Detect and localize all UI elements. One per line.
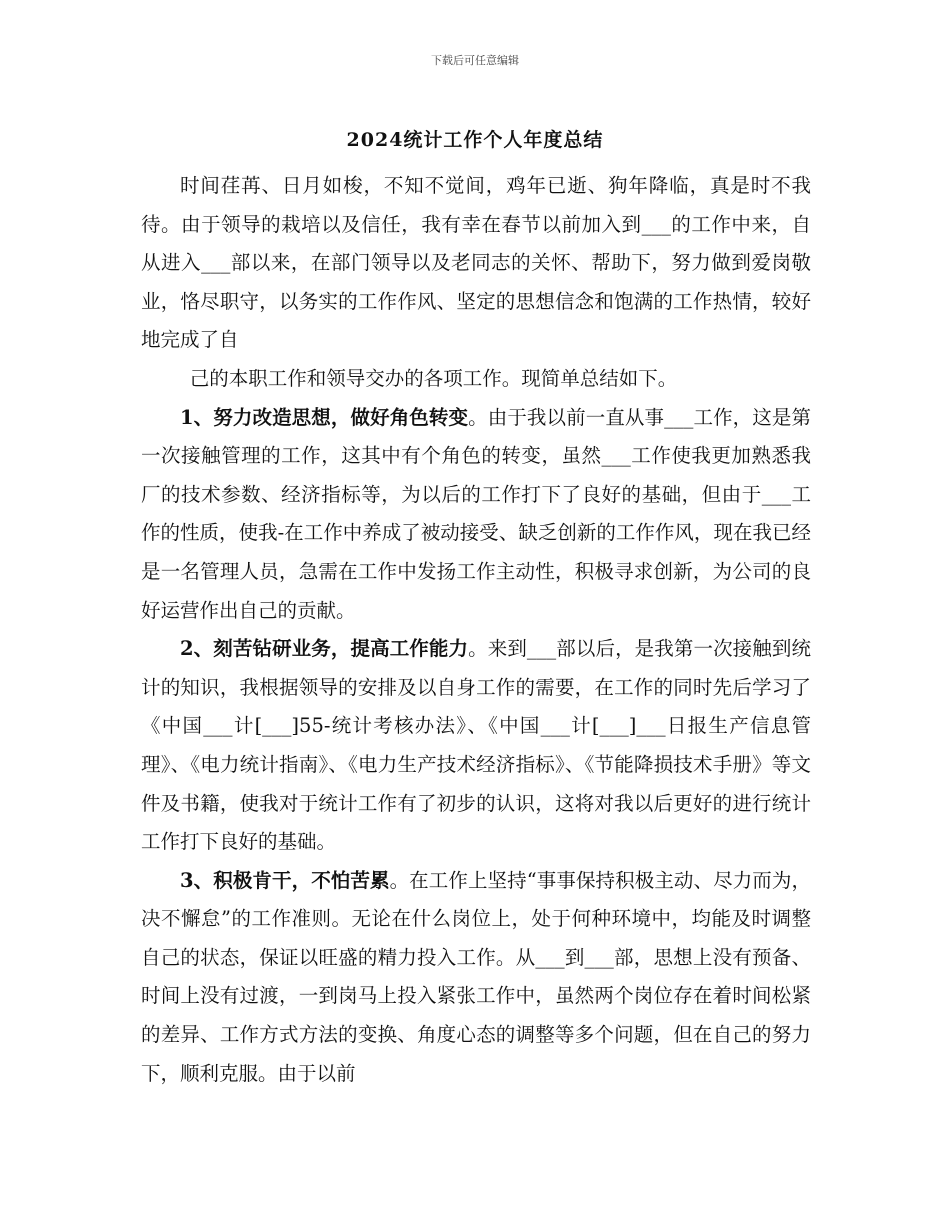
paragraph-section-1 <box>141 399 811 631</box>
paragraph-section-3 <box>141 862 811 1094</box>
document-body <box>141 167 811 1093</box>
paragraph-text: 时间荏苒、日月如梭，不知不觉间，鸡年已逝、狗年降临，真是时不我待。由于领导的栽培以及信任，我有幸在春节以前加入到___的工作中来，自从进入___部以来，在部门领导以及老同志的关怀、帮助下，努力做到爱岗敬业，恪尽职守，以务实的工作作风、坚定的思想信念和饱满的工作热情，较好地完成了自 <box>141 174 811 352</box>
document-title: 2024统计工作个人年度总结 <box>346 129 604 151</box>
paragraph-intro <box>141 167 811 360</box>
section-heading: 1、努力改造思想，做好角色转变 <box>180 405 469 429</box>
paragraph-text: 。来到___部以后，是我第一次接触到统计的知识，我根据领导的安排及以自身工作的需要，在工作的同时先后学习了《中国___计[___]55-统计考核办法》、《中国___计[___]___日报生产信息管理》、《电力统计指南》、《电力生产技术经济指标》、《节能降损技术手册》等文件及书籍，使我对于统计工作有了初步的认识，这将对我以后更好的进行统计工作打下良好的基础。 <box>141 637 811 854</box>
paragraph-section-2 <box>141 630 811 862</box>
section-heading: 2、刻苦钻研业务，提高工作能力 <box>180 637 469 661</box>
paragraph-text: 。在工作上坚持“事事保持积极主动、尽力而为，决不懈怠”的工作准则。无论在什么岗位上，处于何种环境中，均能及时调整自己的状态，保证以旺盛的精力投入工作。从___到___部，思想上没有预备、时间上没有过渡，一到岗马上投入紧张工作中，虽然两个岗位存在着时间松紧的差异、工作方式方法的变换、角度心态的调整等多个问题，但在自己的努力下，顺利克服。由于以前 <box>141 868 811 1085</box>
page-header: 下载后可任意编辑 <box>431 54 519 67</box>
paragraph-text: 。由于我以前一直从事___工作，这是第一次接触管理的工作，这其中有个角色的转变，虽然___工作使我更加熟悉我厂的技术参数、经济指标等，为以后的工作打下了良好的基础，但由于___工作的性质，使我-在工作中养成了被动接受、缺乏创新的工作作风，现在我已经是一名管理人员，急需在工作中发扬工作主动性，积极寻求创新，为公司的良好运营作出自己的贡献。 <box>141 405 811 622</box>
paragraph-intro-continued <box>141 360 811 399</box>
section-heading: 3、积极肯干，不怕苦累 <box>180 868 390 892</box>
paragraph-text: 己的本职工作和领导交办的各项工作。现简单总结如下。 <box>189 366 678 390</box>
